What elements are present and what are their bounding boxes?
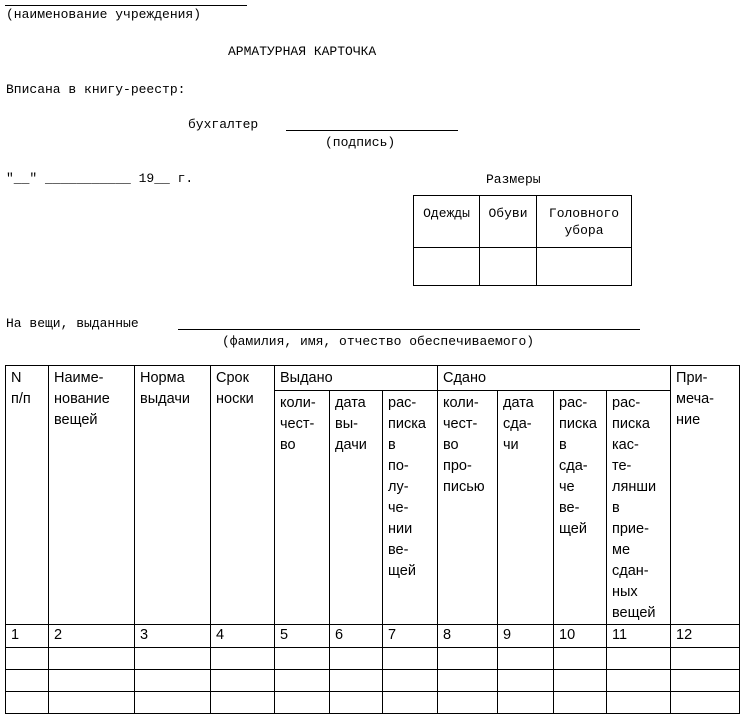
table-cell[interactable] <box>554 648 607 670</box>
table-cell[interactable] <box>6 670 49 692</box>
header-issued-group: Выдано <box>275 366 438 391</box>
issued-to-caption: (фамилия, имя, отчество обеспечиваемого) <box>222 334 535 349</box>
table-cell[interactable] <box>6 648 49 670</box>
sizes-cell-clothing[interactable] <box>414 248 480 286</box>
signature-caption: (подпись) <box>325 135 396 150</box>
table-cell[interactable] <box>383 648 438 670</box>
table-cell[interactable] <box>211 692 275 714</box>
header-returned-qty: коли- чест- во про- писью <box>438 391 498 625</box>
table-cell[interactable] <box>6 692 49 714</box>
table-cell[interactable] <box>330 670 383 692</box>
table-cell[interactable] <box>383 670 438 692</box>
column-number: 2 <box>49 625 135 648</box>
table-cell[interactable] <box>49 648 135 670</box>
header-issued-date: дата вы- дачи <box>330 391 383 625</box>
column-number: 3 <box>135 625 211 648</box>
table-cell[interactable] <box>498 692 554 714</box>
table-cell[interactable] <box>330 648 383 670</box>
header-num: N п/п <box>6 366 49 625</box>
table-row <box>6 670 740 692</box>
issued-to-label: На вещи, выданные <box>6 316 139 331</box>
sizes-header-headwear: Головного убора <box>537 196 632 248</box>
sizes-header-clothing: Одежды <box>414 196 480 248</box>
sizes-table <box>413 195 632 286</box>
header-keeper-receipt: рас- писка кас- те- лянши в прие- ме сдан- ных вещей <box>607 391 671 625</box>
table-cell[interactable] <box>498 670 554 692</box>
table-cell[interactable] <box>671 648 740 670</box>
table-cell[interactable] <box>135 648 211 670</box>
column-numbers-row <box>6 625 740 648</box>
table-cell[interactable] <box>438 692 498 714</box>
table-cell[interactable] <box>554 670 607 692</box>
column-number: 6 <box>330 625 383 648</box>
table-cell[interactable] <box>498 648 554 670</box>
table-cell[interactable] <box>607 692 671 714</box>
table-row <box>6 692 740 714</box>
table-cell[interactable] <box>438 648 498 670</box>
table-cell[interactable] <box>49 670 135 692</box>
table-cell[interactable] <box>607 648 671 670</box>
table-cell[interactable] <box>275 648 330 670</box>
table-row <box>6 648 740 670</box>
header-returned-group: Сдано <box>438 366 671 391</box>
document-title: АРМАТУРНАЯ КАРТОЧКА <box>228 44 377 59</box>
header-norm: Норма выдачи <box>135 366 211 625</box>
table-cell[interactable] <box>383 692 438 714</box>
sizes-cell-shoes[interactable] <box>480 248 537 286</box>
table-cell[interactable] <box>671 692 740 714</box>
header-issued-qty: коли- чест- во <box>275 391 330 625</box>
table-cell[interactable] <box>275 670 330 692</box>
table-cell[interactable] <box>275 692 330 714</box>
institution-name-line <box>5 5 247 6</box>
issued-to-name-line <box>178 329 640 330</box>
column-number: 7 <box>383 625 438 648</box>
date-line: "__" ___________ 19__ г. <box>6 171 194 186</box>
institution-label: (наименование учреждения) <box>6 7 202 22</box>
sizes-header-shoes: Обуви <box>480 196 537 248</box>
sizes-cell-headwear[interactable] <box>537 248 632 286</box>
table-cell[interactable] <box>554 692 607 714</box>
items-table <box>5 365 740 714</box>
table-cell[interactable] <box>330 692 383 714</box>
sizes-title: Размеры <box>486 172 541 187</box>
table-cell[interactable] <box>671 670 740 692</box>
column-number: 4 <box>211 625 275 648</box>
table-cell[interactable] <box>211 670 275 692</box>
accountant-label: бухгалтер <box>188 117 259 132</box>
column-number: 11 <box>607 625 671 648</box>
registry-line: Вписана в книгу-реестр: <box>6 82 186 97</box>
table-cell[interactable] <box>438 670 498 692</box>
accountant-signature-line <box>286 130 458 131</box>
column-number: 8 <box>438 625 498 648</box>
column-number: 5 <box>275 625 330 648</box>
header-notes: При- меча- ние <box>671 366 740 625</box>
header-returned-receipt: рас- писка в сда- че ве- щей <box>554 391 607 625</box>
header-returned-date: дата сда- чи <box>498 391 554 625</box>
table-cell[interactable] <box>135 670 211 692</box>
table-cell[interactable] <box>211 648 275 670</box>
column-number: 10 <box>554 625 607 648</box>
header-wear-term: Срок носки <box>211 366 275 625</box>
table-cell[interactable] <box>49 692 135 714</box>
column-number: 1 <box>6 625 49 648</box>
header-issued-receipt: рас- писка в по- лу- че- нии ве- щей <box>383 391 438 625</box>
column-number: 12 <box>671 625 740 648</box>
table-cell[interactable] <box>135 692 211 714</box>
column-number: 9 <box>498 625 554 648</box>
table-cell[interactable] <box>607 670 671 692</box>
header-item-name: Наиме- нование вещей <box>49 366 135 625</box>
